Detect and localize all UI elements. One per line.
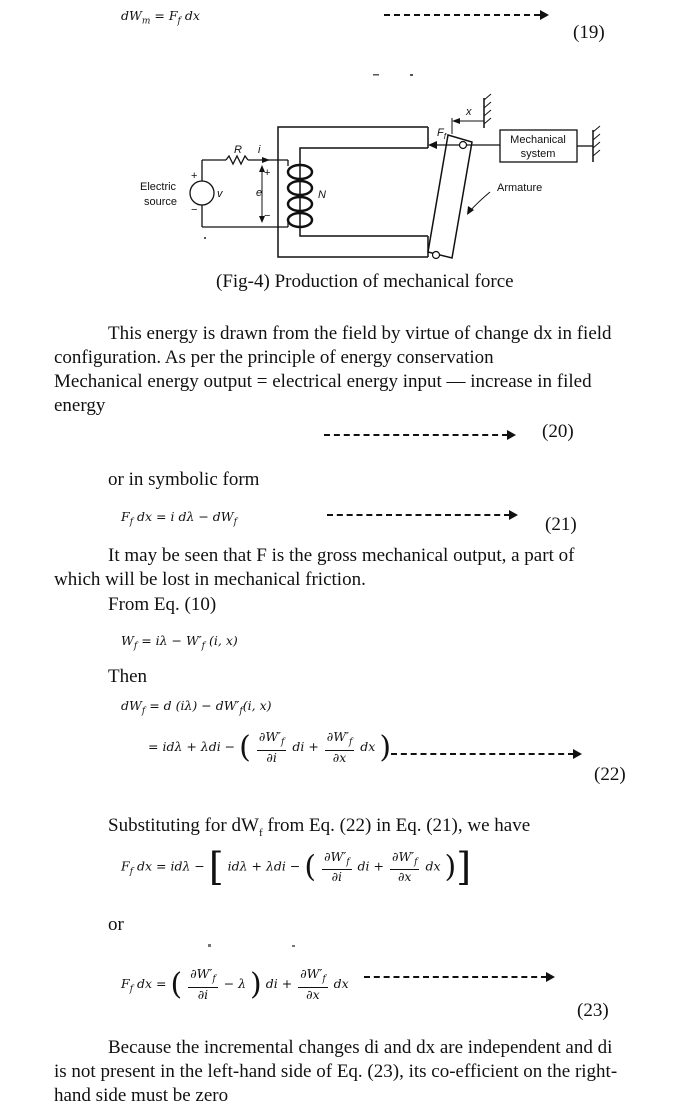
label-v: v xyxy=(217,188,223,200)
frac-numerator-sub: f xyxy=(212,974,216,985)
right-paren: ) xyxy=(444,849,457,885)
left-paren: ( xyxy=(170,967,183,1002)
label-x: x xyxy=(466,106,472,118)
or-label: or xyxy=(108,914,124,935)
label-mech-line1: Mechanical xyxy=(510,134,566,146)
eq22b-end: dx xyxy=(360,739,376,754)
eq23-minus-lambda: − λ xyxy=(223,976,247,991)
frac-numerator: ∂W′ xyxy=(324,848,347,864)
eq10-w: W xyxy=(121,633,134,648)
eq23-f-sub: f xyxy=(129,984,134,995)
equation-substituted xyxy=(121,845,471,889)
eq22a-args: (i, x) xyxy=(242,698,272,713)
eq21-dashed-arrow-line xyxy=(327,514,510,516)
eq19-lhs: dW xyxy=(121,8,142,23)
para1-line3: Mechanical energy output = electrical energy input — increase in filed xyxy=(54,371,592,392)
eq21-w-sub: f xyxy=(233,517,237,528)
eq19-dashed-arrow-line xyxy=(384,14,540,16)
eqsub-mid: di + xyxy=(357,858,384,874)
left-paren: ( xyxy=(304,849,317,885)
frac-numerator-sub: f xyxy=(348,737,353,748)
eq22a-lhs-sub: f xyxy=(141,706,146,717)
label-mech-line2: system xyxy=(520,148,556,160)
eqsub-end: dx xyxy=(425,858,441,874)
para2-line1: It may be seen that F is the gross mechanical output, a part of xyxy=(108,545,575,566)
fraction-dwf-di xyxy=(188,967,218,1002)
eq22a-wprime-sub: f xyxy=(239,706,243,717)
scan-speck xyxy=(204,237,206,239)
scan-speck-marks xyxy=(292,945,295,947)
para3-line1: Because the incremental changes di and dx are independent and di xyxy=(108,1037,613,1058)
voltage-source-icon xyxy=(190,181,214,205)
eq23-dashed-arrow-line xyxy=(364,976,547,978)
left-paren: ( xyxy=(239,730,251,765)
x-dimension-arrowhead xyxy=(452,118,460,124)
eq22-arrowhead xyxy=(573,749,582,759)
force-arrowhead xyxy=(428,141,437,149)
eq19-number: (19) xyxy=(573,22,605,43)
right-paren: ) xyxy=(250,967,262,1002)
frac-denominator: ∂x xyxy=(306,986,320,1002)
eq21-f-sub: f xyxy=(129,517,134,528)
eq19-rhs: = F xyxy=(154,8,178,23)
left-bracket: [ xyxy=(208,845,224,889)
eq20-dashed-arrow-line xyxy=(324,434,508,436)
equation-21 xyxy=(121,509,237,528)
label-armature: Armature xyxy=(497,182,543,194)
para2-line2: which will be lost in mechanical friction. xyxy=(54,569,366,590)
eq10-rest: = iλ − W′ xyxy=(141,633,202,648)
substituting-line xyxy=(108,814,530,845)
eq23-end: dx xyxy=(333,976,349,991)
armature-pivot-bottom xyxy=(433,252,440,259)
label-n: N xyxy=(318,189,326,201)
then-label: Then xyxy=(108,666,148,687)
eq10-w-sub: f xyxy=(133,641,138,652)
eq20-arrowhead xyxy=(507,430,516,440)
armature-bar xyxy=(428,135,472,258)
frac-numerator-sub: f xyxy=(322,974,326,985)
frac-numerator-sub: f xyxy=(281,737,285,748)
substituting-sub: f xyxy=(258,826,263,839)
eq22b-start: = idλ + λdi − xyxy=(148,739,236,754)
right-bracket: ] xyxy=(456,845,472,889)
frac-numerator-sub: f xyxy=(346,857,350,868)
eq19-rhs-sub: f xyxy=(177,16,181,27)
from-eq10: From Eq. (10) xyxy=(108,594,217,615)
frac-numerator: ∂W′ xyxy=(258,729,282,745)
label-ff: $F_f$ xyxy=(437,127,446,141)
label-e: e xyxy=(256,187,263,199)
equation-wf xyxy=(121,633,238,652)
frac-denominator: ∂x xyxy=(397,869,412,885)
scan-speck xyxy=(373,74,379,76)
eqsub-lhs2: dx = idλ − xyxy=(137,858,205,874)
eq22b-mid: di + xyxy=(292,739,319,754)
eq21-rest: dx = i dλ − dW xyxy=(137,509,234,524)
eqsub-f: F xyxy=(121,858,130,874)
equation-22-line2 xyxy=(148,730,391,765)
frac-denominator: ∂i xyxy=(331,869,343,885)
eq23-number: (23) xyxy=(577,1000,609,1021)
eqsub-inner: idλ + λdi − xyxy=(227,858,301,874)
equation-22-line1 xyxy=(121,698,272,717)
eq21-arrowhead xyxy=(509,510,518,520)
equation-19 xyxy=(121,8,200,27)
para3-line3: hand side must be zero xyxy=(54,1085,229,1106)
eq23-lhs2: dx = xyxy=(137,976,167,991)
label-plus-v: + xyxy=(191,170,198,182)
frac-numerator: ∂W′ xyxy=(326,729,349,745)
frac-numerator: ∂W′ xyxy=(391,848,415,864)
symbolic-intro: or in symbolic form xyxy=(108,469,260,490)
label-source-line2: source xyxy=(144,196,178,208)
eq22a-rest: = d (iλ) − dW′ xyxy=(149,698,240,713)
figure-caption: (Fig-4) Production of mechanical force xyxy=(216,271,514,292)
eq22-number: (22) xyxy=(594,764,626,785)
para1-line2: configuration. As per the principle of energy conservation xyxy=(54,347,494,368)
fraction-dwf-di xyxy=(322,850,352,885)
armature-pivot-top xyxy=(460,142,467,149)
substituting-post: from Eq. (22) in Eq. (21), we have xyxy=(262,815,531,836)
fraction-dwf-dx xyxy=(325,730,355,765)
eq21-number: (21) xyxy=(545,514,577,535)
eq21-f: F xyxy=(121,509,130,524)
substituting-pre: Substituting for dW xyxy=(108,815,259,836)
scan-speck-marks xyxy=(208,944,211,947)
fraction-dwf-dx xyxy=(298,967,328,1002)
frac-denominator: ∂x xyxy=(332,749,347,765)
eq22-dashed-arrow-line xyxy=(391,753,574,755)
eq19-tail: dx xyxy=(184,8,200,23)
equation-23 xyxy=(121,967,349,1002)
para1-line1: This energy is drawn from the field by virtue of change dx in field xyxy=(108,323,612,344)
ground-right-icon xyxy=(593,126,600,162)
para3-line2: is not present in the left-hand side of Eq. (23), its co-efficient on the right- xyxy=(54,1061,618,1082)
frac-numerator-sub: f xyxy=(414,857,418,868)
eq10-args: (i, x) xyxy=(209,633,238,648)
frac-denominator: ∂i xyxy=(197,986,209,1002)
frac-denominator: ∂i xyxy=(266,749,277,765)
fraction-dwf-di xyxy=(257,730,287,765)
label-plus-e: + xyxy=(264,167,271,179)
right-paren: ) xyxy=(379,730,392,765)
frac-numerator: ∂W′ xyxy=(190,966,213,982)
label-i: i xyxy=(258,144,261,156)
fraction-dwf-dx xyxy=(390,850,420,885)
label-minus-e: − xyxy=(264,210,271,222)
eq10-wprime-sub: f xyxy=(201,641,206,652)
eq23-arrowhead xyxy=(546,972,555,982)
eqsub-f-sub: f xyxy=(129,867,134,877)
frac-numerator: ∂W′ xyxy=(300,966,323,982)
resistor-r xyxy=(226,156,248,164)
eq23-f: F xyxy=(121,976,130,991)
eq19-arrowhead xyxy=(540,10,549,20)
para1-line4: energy xyxy=(54,395,106,416)
label-r: R xyxy=(234,144,242,156)
scan-speck xyxy=(410,74,413,76)
ground-top-icon xyxy=(484,94,491,128)
label-minus-v: − xyxy=(191,204,198,216)
current-arrowhead xyxy=(262,157,270,163)
eq19-lhs-sub: m xyxy=(141,16,151,27)
eq20-number: (20) xyxy=(542,421,574,442)
label-source-line1: Electric xyxy=(140,181,177,193)
eq23-mid: di + xyxy=(265,976,293,991)
eq22a-lhs: dW xyxy=(121,698,142,713)
